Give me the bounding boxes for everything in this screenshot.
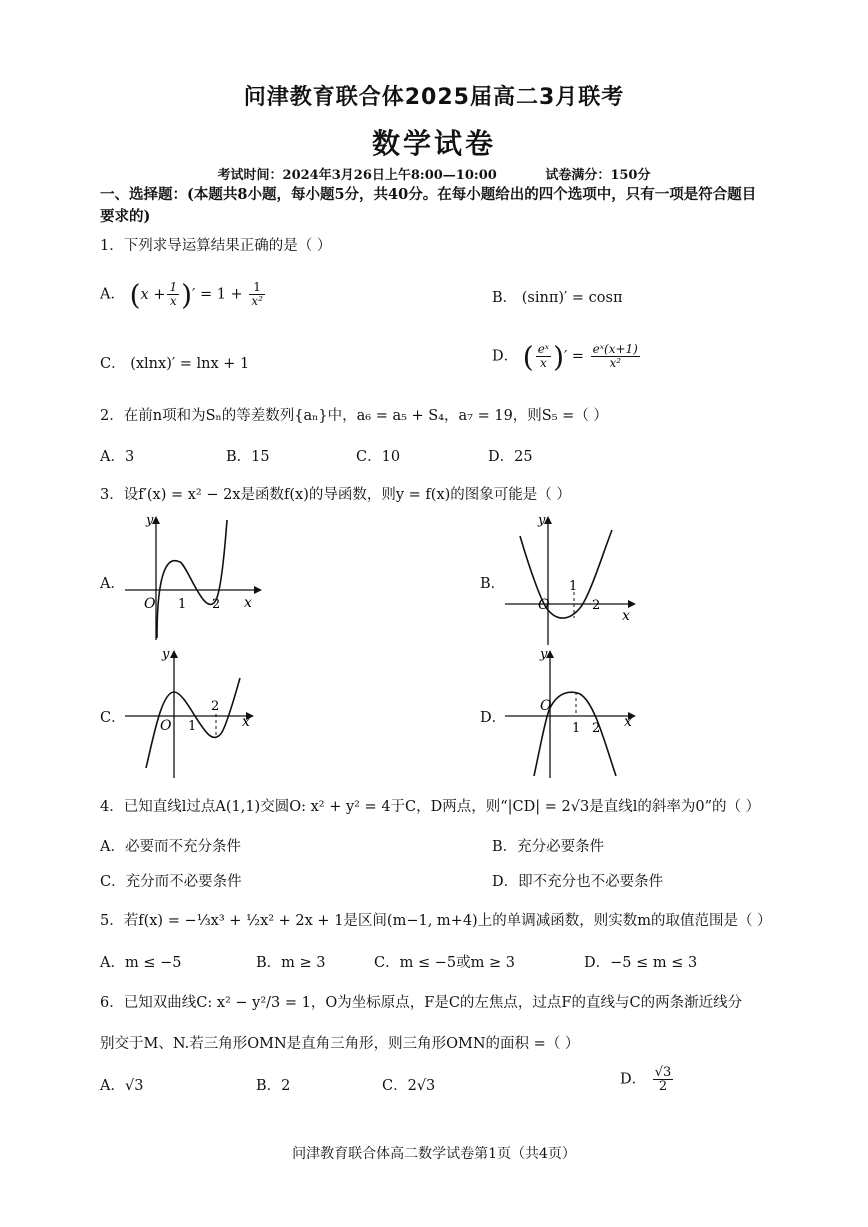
q1-option-d-label: D． <box>492 348 519 365</box>
q2-option-d: D．25 <box>488 449 533 465</box>
q3-graph-d <box>500 644 650 784</box>
q6-option-c: C．2√3 <box>382 1078 436 1094</box>
q1-option-c: C． (xlnx)′ = lnx + 1 <box>100 356 250 372</box>
q3-graph-a-x: x <box>244 595 252 611</box>
q3-graph-c-y: y <box>162 647 170 662</box>
q1-option-a-rhs: = 1 + <box>199 286 243 303</box>
q4-option-a: A．必要而不充分条件 <box>100 839 241 855</box>
q1-option-a-label: A． <box>100 286 125 303</box>
q6-option-d-num: √3 <box>654 1065 672 1080</box>
q2-option-c: C．10 <box>356 449 401 465</box>
exam-meta <box>0 164 868 183</box>
q1-option-d-num: eˣ(x+1) <box>592 342 638 356</box>
q3-graph-c-tick1: 1 <box>188 719 197 734</box>
q3-option-c-label: C． <box>100 710 126 726</box>
q5-option-a: A．m ≤ −5 <box>100 955 182 971</box>
q3-graph-b-origin: O <box>538 597 550 613</box>
full-score: 试卷满分：150分 <box>545 168 651 183</box>
q1-option-a: A． (x + $\frac{1}{x}$ )′ = 1 + $\frac{1}{\text{x²}}$ <box>100 278 263 311</box>
q4-stem: 4．已知直线l过点A(1,1)交圆O: x² + y² = 4于C，D两点，则“|CD| = 2√3是直线l的斜率为0”的（ ） <box>100 799 761 815</box>
q3-option-b-label: B． <box>480 576 506 592</box>
q3-graph-d-origin: O <box>540 698 552 714</box>
exam-title: 问津教育联合体2025届高二3月联考 <box>243 85 625 110</box>
q3-graph-d-x: x <box>624 714 632 730</box>
q3-graph-a-origin: O <box>144 596 156 612</box>
q6-option-a: A．√3 <box>100 1078 144 1094</box>
q3-graph-c-origin: O <box>160 718 172 734</box>
q3-graph-d-tick2: 2 <box>592 721 601 736</box>
q3-graph-b <box>500 510 650 650</box>
q3-graph-c-tick2: 2 <box>211 699 220 714</box>
q5-stem: 5．若f(x) = −⅓x³ + ½x² + 2x + 1是区间(m−1, m+4)上的单调减函数，则实数m的取值范围是（ ） <box>100 913 772 929</box>
q6-stem-line1: 6．已知双曲线C: x² − y²/3 = 1，O为坐标原点，F是C的左焦点，过点F的直线与C的两条渐近线分 <box>100 995 743 1011</box>
q1-option-b: B． (sinπ)′ = cosπ <box>492 290 623 306</box>
q3-graph-c <box>120 644 270 784</box>
q2-option-a: A．3 <box>100 449 135 465</box>
q6-option-b: B．2 <box>256 1078 291 1094</box>
q2-option-b: B．15 <box>226 449 270 465</box>
page-footer: 问津教育联合体高二数学试卷第1页（共4页） <box>292 1146 576 1162</box>
q3-graph-a <box>120 510 270 645</box>
q5-option-b: B．m ≥ 3 <box>256 955 326 971</box>
q3-option-d-label: D． <box>480 710 507 726</box>
q4-option-b: B．充分必要条件 <box>492 839 605 855</box>
q1-stem: 1．下列求导运算结果正确的是（ ） <box>100 238 332 254</box>
q3-graph-b-x: x <box>622 608 630 624</box>
q3-stem: 3．设f′(x) = x² − 2x是函数f(x)的导函数，则y = f(x)的图象可能是（ ） <box>100 487 571 503</box>
q1-option-d-den: x² <box>609 356 622 370</box>
q3-option-a-label: A． <box>100 576 125 592</box>
q6-stem-line2: 别交于M、N.若三角形OMN是直角三角形，则三角形OMN的面积 =（ ） <box>100 1036 580 1052</box>
q6-option-d-den: 2 <box>658 1079 668 1094</box>
q3-graph-b-tick2: 2 <box>592 598 601 613</box>
q4-option-d: D．即不充分也不必要条件 <box>492 874 664 890</box>
q3-graph-d-y: y <box>540 647 548 662</box>
q3-graph-b-y: y <box>538 513 546 528</box>
q2-stem: 2．在前n项和为Sₙ的等差数列{aₙ}中，a₆ = a₅ + S₄，a₇ = 19，则S₅ =（ ） <box>100 408 608 424</box>
q5-option-d: D．−5 ≤ m ≤ 3 <box>584 955 698 971</box>
q3-graph-c-x: x <box>242 714 250 730</box>
q3-graph-a-tick2: 2 <box>212 597 221 612</box>
q5-option-c: C．m ≤ −5或m ≥ 3 <box>374 955 515 971</box>
q3-graph-a-tick1: 1 <box>178 597 187 612</box>
q6-option-d <box>620 1066 675 1093</box>
q4-option-c: C．充分而不必要条件 <box>100 874 242 890</box>
q3-graph-d-tick1: 1 <box>572 721 581 736</box>
q6-option-d-label: D． <box>620 1071 647 1088</box>
section-heading: 一、选择题：(本题共8小题，每小题5分，共40分。在每小题给出的四个选项中，只有一项是符合题目要求的) <box>100 186 757 225</box>
exam-time: 考试时间：2024年3月26日上午8:00—10:00 <box>217 168 497 183</box>
subject-title: 数学试卷 <box>371 127 496 160</box>
q3-graph-b-tick1: 1 <box>569 579 578 594</box>
q3-graph-a-y: y <box>146 513 154 528</box>
q1-option-d: D． ( $\frac{\text{eˣ}}{x}$ )′ = $\frac{\text{eˣ(x+1)}}{\text{x²}}$ <box>492 340 638 373</box>
